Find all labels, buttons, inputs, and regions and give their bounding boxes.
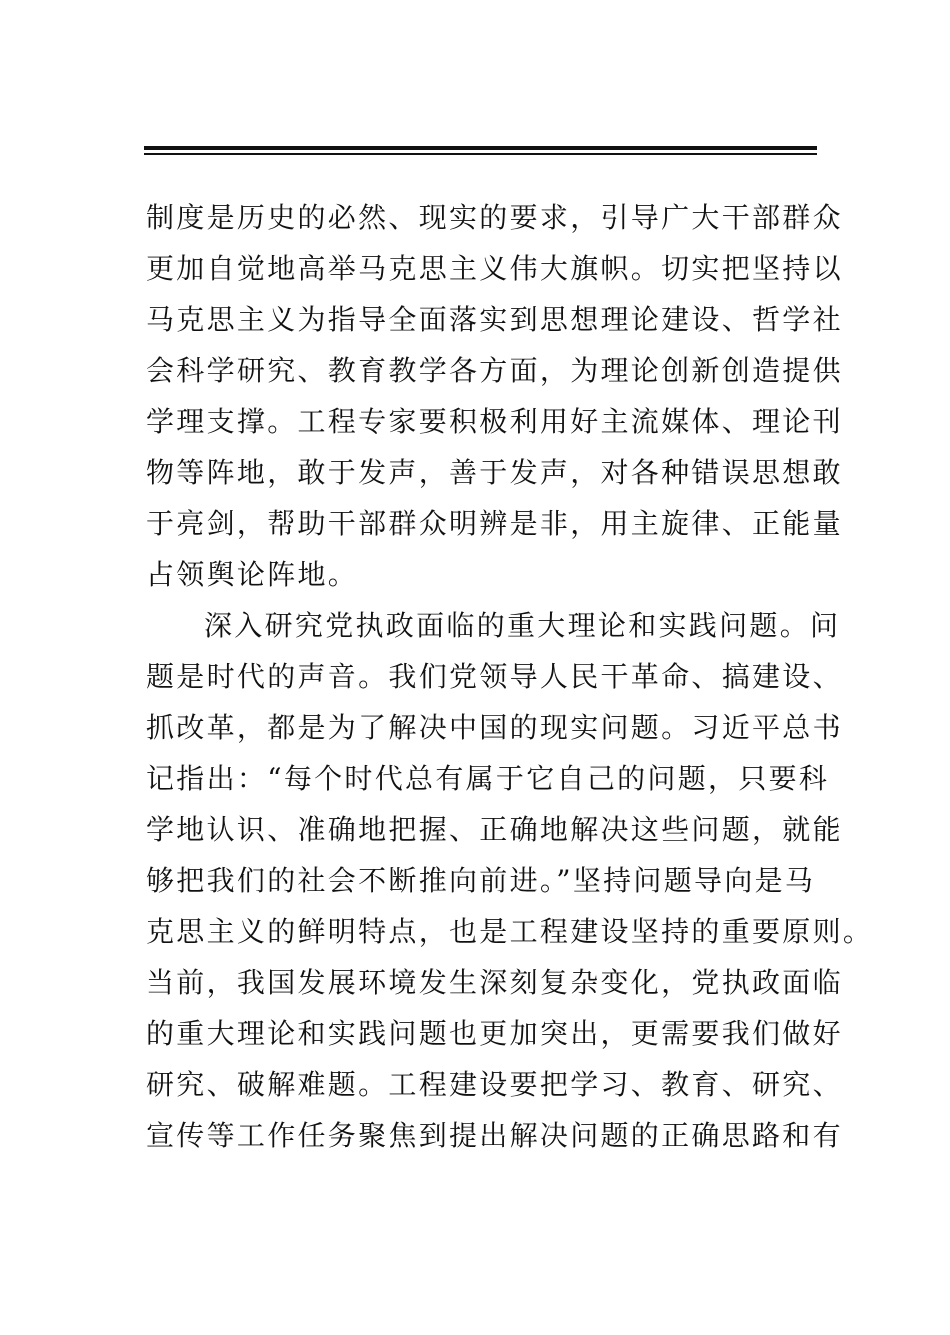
text-line: 学地认识、准确地把握、正确地解决这些问题，就能 xyxy=(146,813,843,846)
text-line: 制度是历史的必然、现实的要求，引导广大干部群众 xyxy=(146,201,843,234)
body-text xyxy=(146,192,874,1161)
text-line: 够把我们的社会不断推向前进。”坚持问题导向是马 xyxy=(146,864,816,897)
text-line: 于亮剑，帮助干部群众明辨是非，用主旋律、正能量 xyxy=(146,507,843,540)
text-line: 的重大理论和实践问题也更加突出，更需要我们做好 xyxy=(146,1017,843,1050)
text-line: 马克思主义为指导全面落实到思想理论建设、哲学社 xyxy=(146,303,843,336)
text-line: 研究、破解难题。工程建设要把学习、教育、研究、 xyxy=(146,1068,843,1101)
paragraph-start-line: 深入研究党执政面临的重大理论和实践问题。问 xyxy=(204,609,841,642)
text-line: 更加自觉地高举马克思主义伟大旗帜。切实把坚持以 xyxy=(146,252,843,285)
header-rule-thick xyxy=(144,146,817,150)
text-line: 抓改革，都是为了解决中国的现实问题。习近平总书 xyxy=(146,711,843,744)
text-line: 宣传等工作任务聚焦到提出解决问题的正确思路和有 xyxy=(146,1119,843,1152)
text-line: 占领舆论阵地。 xyxy=(146,558,359,591)
text-line: 会科学研究、教育教学各方面，为理论创新创造提供 xyxy=(146,354,843,387)
header-rule-thin xyxy=(144,153,817,155)
text-line: 记指出：“每个时代总有属于它自己的问题，只要科 xyxy=(146,762,830,795)
text-line: 学理支撑。工程专家要积极利用好主流媒体、理论刊 xyxy=(146,405,843,438)
text-line: 物等阵地，敢于发声，善于发声，对各种错误思想敢 xyxy=(146,456,843,489)
text-line: 克思主义的鲜明特点，也是工程建设坚持的重要原则。 xyxy=(146,915,874,948)
text-line: 当前，我国发展环境发生深刻复杂变化，党执政面临 xyxy=(146,966,843,999)
text-line: 题是时代的声音。我们党领导人民干革命、搞建设、 xyxy=(146,660,843,693)
